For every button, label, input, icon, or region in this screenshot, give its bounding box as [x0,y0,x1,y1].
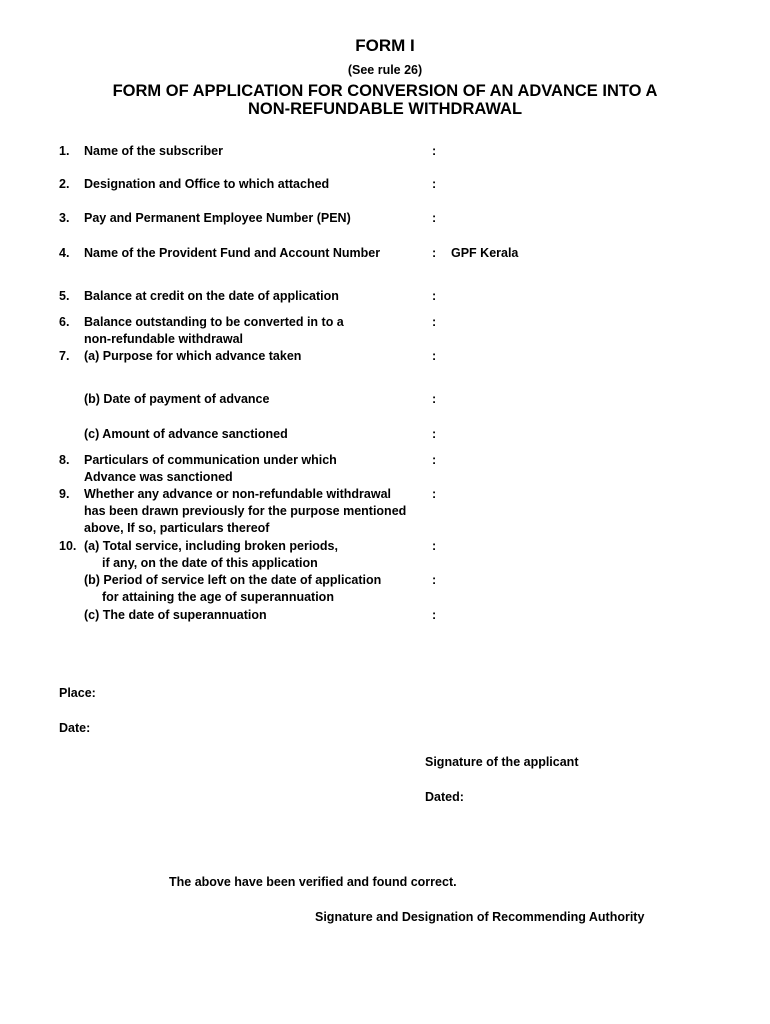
item-8-colon: : [432,453,437,467]
item-9-label-line-1: Whether any advance or non-refundable withdrawal [84,487,391,501]
item-5-label: Balance at credit on the date of application [84,289,339,303]
item-1-number: 1. [59,144,70,158]
form-title-line-2: NON-REFUNDABLE WITHDRAWAL [247,100,523,118]
item-1-label: Name of the subscriber [84,144,223,158]
dated-label: Dated: [425,790,464,804]
item-7a-label: (a) Purpose for which advance taken [84,349,302,363]
item-2-label: Designation and Office to which attached [84,177,330,191]
verification-statement: The above have been verified and found correct. [169,875,457,889]
rule-reference: (See rule 26) [347,63,423,77]
item-10b-label-line-2: for attaining the age of superannuation [102,590,334,604]
item-7b-colon: : [432,392,437,406]
date-label: Date: [59,721,91,735]
item-6-label-line-2: non-refundable withdrawal [84,332,244,346]
item-1-colon: : [432,144,437,158]
item-4-colon: : [432,246,437,260]
item-6-colon: : [432,315,437,329]
item-6-label-line-1: Balance outstanding to be converted in to a [84,315,344,329]
form-title-line-1: FORM OF APPLICATION FOR CONVERSION OF AN ADVANCE INTO A [112,82,658,100]
item-6-number: 6. [59,315,70,329]
authority-signature-label: Signature and Designation of Recommending Authority [315,910,645,924]
item-4-label: Name of the Provident Fund and Account Number [84,246,381,260]
item-7c-colon: : [432,427,437,441]
item-7b-label: (b) Date of payment of advance [84,392,270,406]
item-7-number: 7. [59,349,70,363]
item-10c-label: (c) The date of superannuation [84,608,267,622]
item-3-label: Pay and Permanent Employee Number (PEN) [84,211,351,225]
form-number: FORM I [355,36,415,55]
item-3-colon: : [432,211,437,225]
item-2-number: 2. [59,177,70,191]
item-9-colon: : [432,487,437,501]
item-10a-colon: : [432,539,437,553]
item-9-number: 9. [59,487,70,501]
item-8-number: 8. [59,453,70,467]
item-8-label-line-2: Advance was sanctioned [84,470,233,484]
place-label: Place: [59,686,96,700]
item-10a-label-line-2: if any, on the date of this application [102,556,318,570]
item-7a-colon: : [432,349,437,363]
applicant-signature-label: Signature of the applicant [425,755,579,769]
item-4-value: GPF Kerala [451,246,519,260]
item-10b-colon: : [432,573,437,587]
item-5-number: 5. [59,289,70,303]
item-8-label-line-1: Particulars of communication under which [84,453,337,467]
item-4-number: 4. [59,246,70,260]
item-9-label-line-2: has been drawn previously for the purpose mentioned [84,504,407,518]
item-10-number: 10. [59,539,77,553]
item-3-number: 3. [59,211,70,225]
item-7c-label: (c) Amount of advance sanctioned [84,427,288,441]
item-9-label-line-3: above, If so, particulars thereof [84,521,270,535]
item-2-colon: : [432,177,437,191]
item-10c-colon: : [432,608,437,622]
item-10b-label-line-1: (b) Period of service left on the date of application [84,573,382,587]
item-10a-label-line-1: (a) Total service, including broken periods, [84,539,338,553]
item-5-colon: : [432,289,437,303]
